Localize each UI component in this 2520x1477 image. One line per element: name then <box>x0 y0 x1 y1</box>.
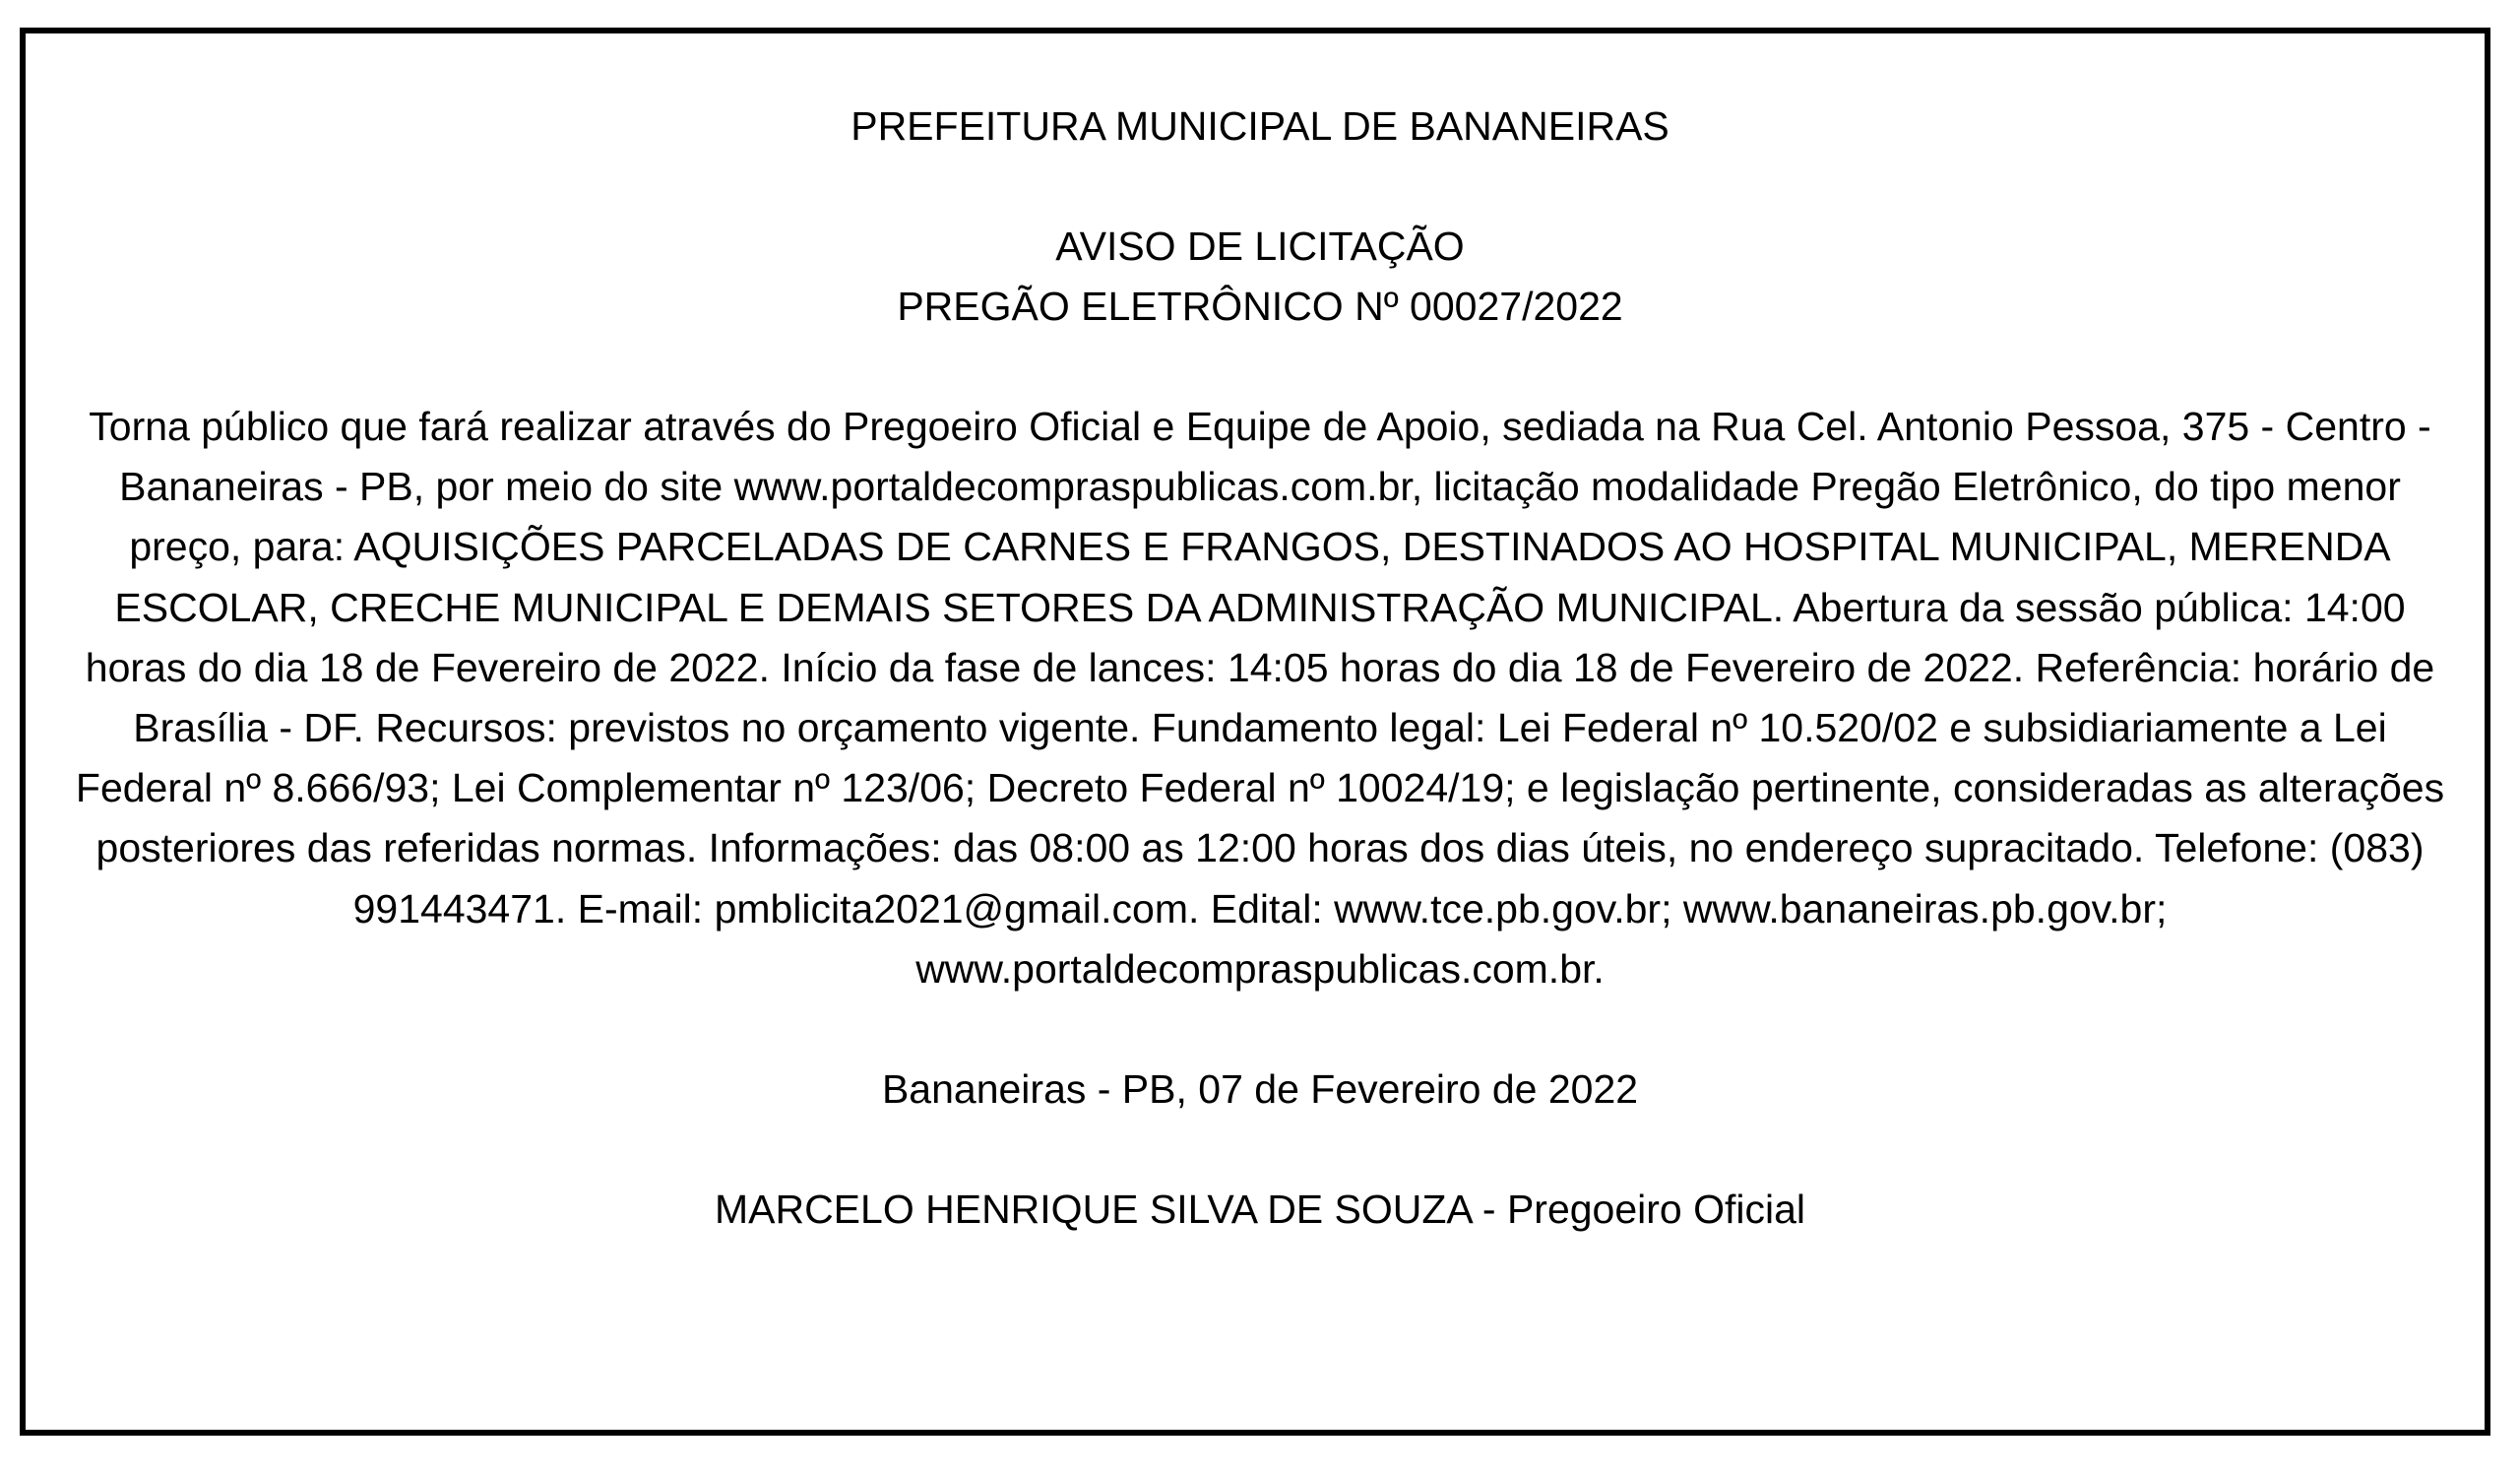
place-date: Bananeiras - PB, 07 de Fevereiro de 2022 <box>881 1066 1639 1113</box>
notice-content <box>69 96 2451 1240</box>
notice-body-text: Torna público que fará realizar através do Pregoeiro Oficial e Equipe de Apoio, sediada na Rua Cel. Antonio Pessoa, 375 - Centro - Bananeiras - PB, por meio do site www.portaldecompraspublicas.com.br, licitação modalidade Pregão Eletrônico, do tipo menor preço, para: AQUISIÇÕES PARCELADAS DE CARNES E FRANGOS, DESTINADOS AO HOSPITAL MUNICIPAL, MERENDA ESCOLAR, CRECHE MUNICIPAL E DEMAIS SETORES DA ADMINISTRAÇÃO MUNICIPAL. Abertura da sessão pública: 14:00 horas do dia 18 de Fevereiro de 2022. Início da fase de lances: 14:05 horas do dia 18 de Fevereiro de 2022. Referência: horário de Brasília - DF. Recursos: previstos no orçamento vigente. Fundamento legal: Lei Federal nº 10.520/02 e subsidiariamente a Lei Federal nº 8.666/93; Lei Complementar nº 123/06; Decreto Federal nº 10024/19; e legislação pertinente, consideradas as alterações posteriores das referidas normas. Informações: das 08:00 as 12:00 horas dos dias úteis, no endereço supracitado. Telefone: (083) 991443471. E-mail: pmblicita2021@gmail.com. Edital: www.tce.pb.gov.br; www.bananeiras.pb.gov.br; www.portaldecompraspublicas.com.br. <box>75 404 2445 992</box>
issuer-heading: PREFEITURA MUNICIPAL DE BANANEIRAS <box>850 103 1670 149</box>
signatory: MARCELO HENRIQUE SILVA DE SOUZA - Pregoeiro Oficial <box>714 1187 1806 1233</box>
procedure-heading: PREGÃO ELETRÔNICO Nº 00027/2022 <box>897 284 1623 329</box>
notice-type-heading: AVISO DE LICITAÇÃO <box>1055 224 1465 269</box>
